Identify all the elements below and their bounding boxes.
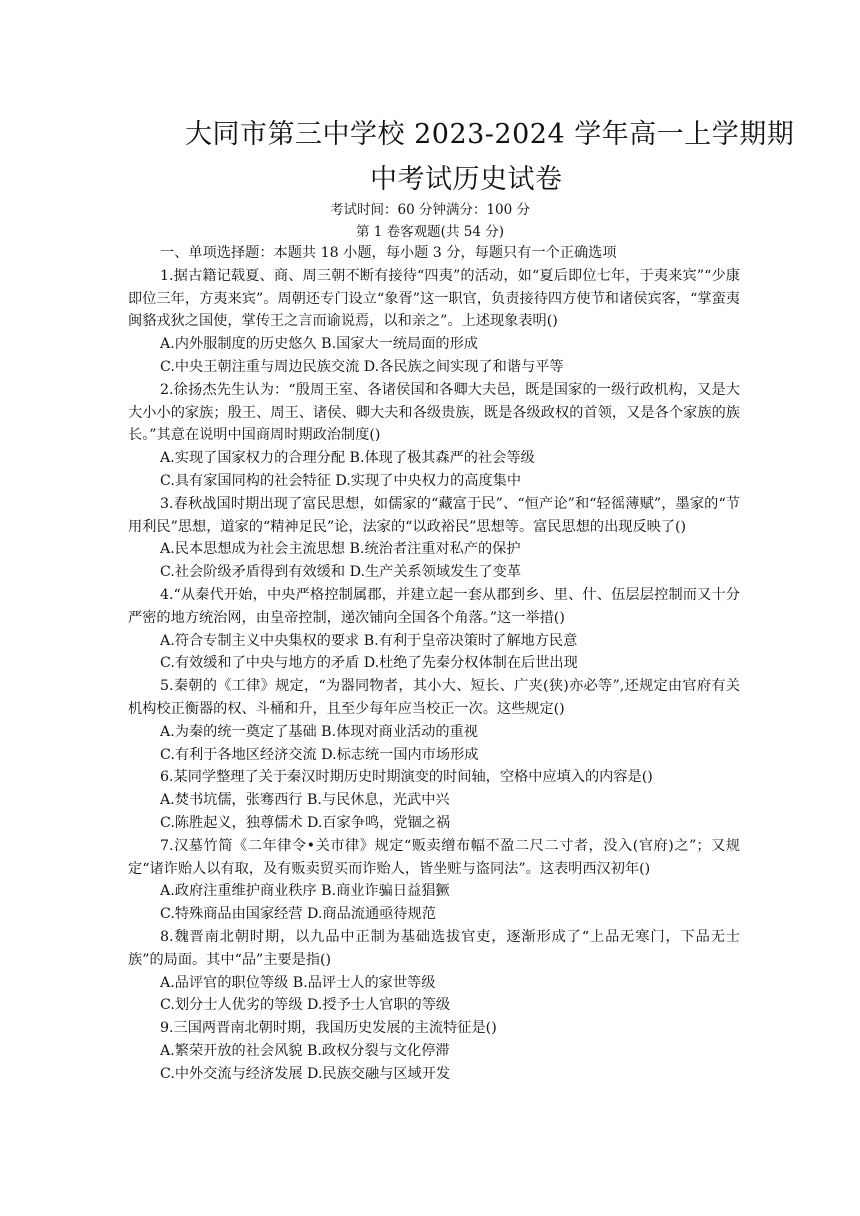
options-c-d: C.陈胜起义，独尊儒术 D.百家争鸣，党锢之祸 [160,814,451,831]
options-c-d: C.划分士人优劣的等级 D.授予士人官职的等级 [160,997,451,1014]
exam-content [128,242,740,1085]
question-5 [128,675,740,766]
options-a-b: A.实现了国家权力的合理分配 B.体现了极其森严的社会等级 [160,450,535,467]
question-stem: 1.据古籍记载夏、商、周三朝不断有接待“四夷”的活动，如“夏后即位七年，于夷来宾”“少康即位三年，方夷来宾”。周朝还专门设立“象胥”这一职官，负责接待四方使节和诸侯宾客，“掌蛮夷闽貉戎狄之国使，掌传王之言而谕说焉，以和亲之”。上述现象表明() [128,267,740,330]
volume-label: 第 1 卷客观题(共 54 分) [356,224,504,240]
question-stem: 2.徐扬杰先生认为：“殷周王室、各诸侯国和各卿大夫邑，既是国家的一级行政机构，又是大大小小的家族；殷王、周王、诸侯、卿大夫和各级贵族，既是各级政权的首领，又是各个家族的族长。”其意在说明中国商周时期政治制度() [128,381,740,444]
question-1 [128,265,740,379]
options-a-b: A.政府注重维护商业秩序 B.商业诈骗日益猖獗 [160,883,450,900]
question-9 [128,1017,740,1085]
options-a-b: A.繁荣开放的社会风貌 B.政权分裂与文化停滞 [160,1042,450,1059]
question-8 [128,926,740,1017]
question-3 [128,493,740,584]
options-a-b: A.为秦的统一奠定了基础 B.体现对商业活动的重视 [160,723,478,740]
question-7 [128,835,740,926]
question-6 [128,766,740,834]
options-a-b: A.品评官的职位等级 B.品评士人的家世等级 [160,974,436,991]
exam-info: 考试时间：60 分钟满分：100 分 [329,202,531,218]
question-stem: 6.某同学整理了关于秦汉时期历史时期演变的时间轴，空格中应填入的内容是() [160,769,653,786]
question-stem: 4.“从秦代开始，中央严格控制属郡，并建立起一套从郡到乡、里、什、伍层层控制而又十分严密的地方统治网，由皇帝控制，递次铺向全国各个角落。”这一举措() [128,586,740,626]
question-stem: 5.秦朝的《工律》规定，“为器同物者，其小大、短长、广夹(狭)亦必等”,还规定由官府有关机构校正衡器的权、斗桶和升，且至少每年应当校正一次。这些规定() [128,678,740,717]
options-c-d: C.有利于各地区经济交流 D.标志统一国内市场形成 [160,746,479,763]
options-c-d: C.有效缓和了中央与地方的矛盾 D.杜绝了先秦分权体制在后世出现 [160,655,578,672]
options-c-d: C.特殊商品由国家经营 D.商品流通亟待规范 [160,906,436,923]
options-a-b: A.民本思想成为社会主流思想 B.统治者注重对私产的保护 [160,541,521,558]
options-c-d: C.中央王朝注重与周边民族交流 D.各民族之间实现了和谐与平等 [160,358,564,375]
options-a-b: A.内外服制度的历史悠久 B.国家大一统局面的形成 [160,336,478,353]
options-c-d: C.社会阶级矛盾得到有效缓和 D.生产关系领域发生了变革 [160,564,522,581]
question-stem: 3.春秋战国时期出现了富民思想，如儒家的“藏富于民”、“恒产论”和“轻徭薄赋”，墨家的“节用利民”思想，道家的“精神足民”论，法家的“以政裕民”思想等。富民思想的出现反映了() [128,495,740,535]
question-stem: 8.魏晋南北朝时期，以九品中正制为基础选拔官吏，逐渐形成了“上品无寒门，下品无士族”的局面。其中“品”主要是指() [128,928,740,968]
question-4 [128,584,740,675]
options-c-d: C.中外交流与经济发展 D.民族交融与区域开发 [160,1065,451,1082]
exam-title-line-1: 大同市第三中学校 2023-2024 学年高一上学期期 [185,119,795,150]
options-a-b: A.符合专制主义中央集权的要求 B.有利于皇帝决策时了解地方民意 [160,632,578,649]
exam-title-line-2: 中考试历史试卷 [370,164,563,195]
question-2 [128,379,740,493]
options-c-d: C.具有家国同构的社会特征 D.实现了中央权力的高度集中 [160,472,522,489]
question-stem: 7.汉墓竹简《二年律令•关市律》规定“贩卖缯布幅不盈二尺二寸者，没入(官府)之”；又规定“诸诈贻人以有取，及有贩卖贸买而诈贻人，皆坐赃与盗同法”。这表明西汉初年() [128,837,740,877]
section-heading: 一、单项选择题：本题共 18 小题，每小题 3 分，每题只有一个正确选项 [160,245,617,261]
options-a-b: A.焚书坑儒，张骞西行 B.与民休息，光武中兴 [160,792,450,809]
question-stem: 9.三国两晋南北朝时期，我国历史发展的主流特征是() [160,1020,497,1037]
